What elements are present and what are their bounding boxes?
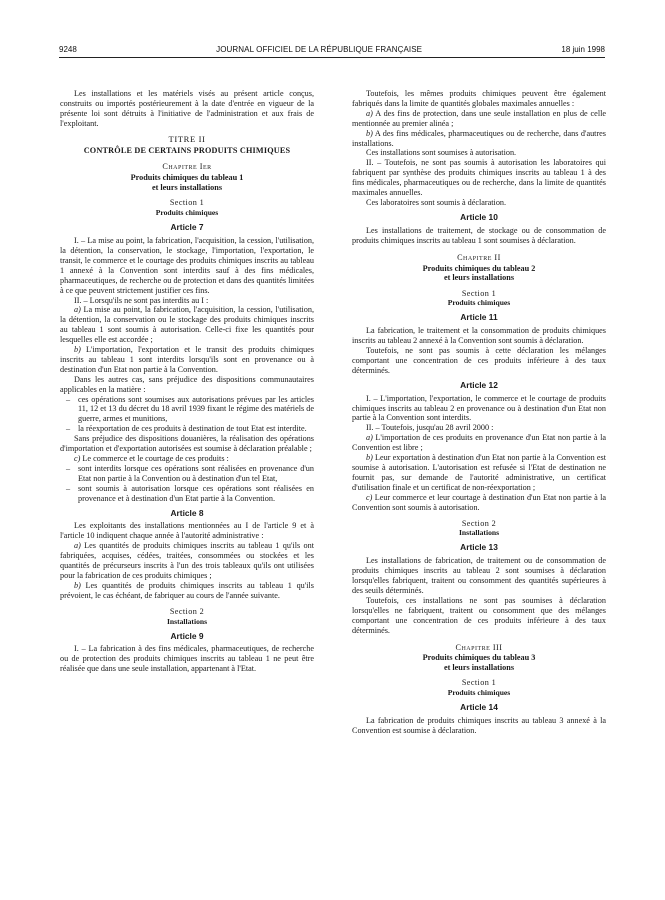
paragraph: Toutefois, les mêmes produits chimiques peuvent être également fabriqués dans la limite de quantités globales maximales annuelles :	[352, 89, 606, 108]
paragraph-text: Les quantités de produits chimiques inscrits au tableau 1 qu'ils prévoient, le cas échéant, de fabriquer au cours de l'année suivante.	[60, 580, 314, 600]
paragraph: I. – L'importation, l'exportation, le commerce et le courtage de produits chimiques inscrits au tableau 2 en provenance ou à destination d'un Etat non partie à la Convention sont interdits.	[352, 393, 606, 423]
paragraph	[60, 541, 314, 581]
paragraph	[352, 109, 606, 129]
paragraph-text: Les quantités de produits chimiques inscrits au tableau 1 qu'ils ont fabriquées, acquises, cédées, traitées, consommées ou stockées et les quantités de précurseurs inscrits à l'un des trois tableaux qu'ils ont utilisées pour la fabrication de ces produits chimiques ;	[60, 541, 314, 580]
paragraph: Ces laboratoires sont soumis à déclaration.	[366, 197, 507, 207]
paragraph: Les installations de fabrication, de traitement ou de consommation de produits chimiques inscrits au tableau 2 sont soumises à déclaration lorsqu'elles fabriquent, traitent ou consomment des quantités supérieures à des seuils déterminés.	[352, 556, 606, 595]
chapter-subheading: Produits chimiques du tableau 3	[422, 653, 536, 663]
section-subheading: Installations	[166, 616, 208, 626]
paragraph: Ces installations sont soumises à autorisation.	[366, 148, 517, 158]
chapter-subheading: Produits chimiques du tableau 2	[422, 263, 536, 273]
paragraph	[60, 305, 314, 345]
item-letter: c)	[74, 454, 81, 463]
item-letter: b)	[366, 128, 373, 138]
paragraph: Toutefois, ces installations ne sont pas soumises à déclaration lorsqu'elles ne fabriquent, traitent ou consomment que des mélanges comportant une concentration de ces produits inférieure à des taux déterminés.	[352, 595, 606, 635]
paragraph: Toutefois, ne sont pas soumis à cette déclaration les mélanges comportant une concentration de ces produits inférieure à des taux déterminés.	[352, 346, 606, 375]
page-number: 9248	[59, 45, 77, 54]
article-heading: Article 13	[460, 542, 498, 553]
chapter-heading: Chapitre Ier	[162, 162, 212, 172]
paragraph: La fabrication de produits chimiques inscrits au tableau 3 annexé à la Convention est soumise à déclaration.	[352, 716, 606, 736]
paragraph-text: Le commerce et le courtage de ces produits :	[80, 454, 229, 463]
right-column	[352, 89, 606, 736]
item-letter: b)	[74, 580, 81, 590]
item-letter: c)	[366, 492, 373, 502]
paragraph: Les installations et les matériels visés au présent article conçus, construits ou importés postérieurement à la date d'entrée en vigueur de la présente loi sont détruits à l'initiative de l'administration et aux frais de l'exploitant.	[60, 89, 314, 128]
article-heading: Article 7	[170, 222, 204, 233]
item-letter: a)	[74, 541, 81, 551]
paragraph	[352, 433, 606, 453]
item-letter: a)	[366, 433, 373, 443]
paragraph: I. – La fabrication à des fins médicales, pharmaceutiques, de recherche ou de protection des produits chimiques inscrits au tableau 1 ne peut être réalisée que dans une seule installation, appartenant à l'Etat.	[60, 644, 314, 674]
list-item: – sont interdits lorsque ces opérations sont réalisées en provenance d'un Etat non partie à la Convention ou à destination d'un tel Etat,	[60, 464, 314, 484]
item-letter: a)	[366, 108, 373, 118]
paragraph: II. – Toutefois, jusqu'au 28 avril 2000 :	[366, 423, 494, 433]
paragraph-text: Leur commerce et leur courtage à destination d'un Etat non partie à la Convention sont soumis à autorisation.	[352, 492, 606, 512]
article-heading: Article 14	[460, 702, 498, 713]
section-heading: Section 1	[461, 288, 497, 298]
chapter-subheading: et leurs installations	[443, 273, 515, 282]
section-heading: Section 2	[461, 518, 497, 528]
paragraph	[352, 493, 606, 513]
list-item: – la réexportation de ces produits à destination de tout Etat est interdite.	[60, 424, 314, 434]
item-letter: b)	[366, 453, 373, 463]
section-heading: Section 1	[169, 198, 205, 208]
chapter-subheading: et leurs installations	[151, 182, 223, 192]
page-header	[59, 45, 605, 54]
section-subheading: Installations	[458, 528, 500, 538]
left-column	[60, 89, 314, 674]
header-rule	[59, 57, 605, 58]
paragraph-text: L'importation, l'exportation et le transit des produits chimiques inscrits au tableau 1 sont interdits lorsqu'ils sont en provenance ou à destination d'un Etat non partie à la Convention.	[60, 345, 314, 374]
section-subheading: Produits chimiques	[447, 688, 511, 698]
paragraph: I. – La mise au point, la fabrication, l'acquisition, la cession, l'utilisation, la détention, la conservation, le stockage, l'importation, l'exportation, le transit, le commerce et le courtage des produits chimiques inscrits au tableau 1 annexé à la Convention sont interdits sauf à des fins médicales, pharmaceutiques, de recherche ou de protection et dans des quantités limitées à ce que peuvent strictement justifier ces fins.	[60, 236, 314, 295]
section-subheading: Produits chimiques	[447, 298, 511, 308]
paragraph	[60, 581, 314, 601]
list-item: – sont soumis à autorisation lorsque ces opérations sont réalisées en provenance et à destination d'un Etat partie à la Convention.	[60, 484, 314, 504]
chapter-subheading: et leurs installations	[443, 662, 515, 672]
paragraph: Les exploitants des installations mentionnées au I de l'article 9 et à l'article 10 indiquent chaque année à l'autorité administrative :	[60, 521, 314, 541]
paragraph	[352, 453, 606, 493]
list-item: – ces opérations sont soumises aux autorisations prévues par les articles 11, 12 et 13 du décret du 18 avril 1939 fixant le régime des matériels de guerre, armes et munitions,	[60, 395, 314, 425]
title-subheading: CONTRÔLE DE CERTAINS PRODUITS CHIMIQUES	[83, 145, 291, 155]
paragraph: II. – Lorsqu'ils ne sont pas interdits au I :	[74, 295, 209, 305]
paragraph-text: La mise au point, la fabrication, l'acquisition, la cession, l'utilisation, la détention, la conservation ou le stockage des produits chimiques inscrits au tableau 1 sont soumis à autorisation. Celle-ci fixe les quantités pour lesquelles elle est accordée ;	[60, 305, 314, 345]
chapter-subheading: Produits chimiques du tableau 1	[130, 173, 244, 183]
paragraph-text: L'importation de ces produits en provenance d'un Etat non partie à la Convention est libre ;	[352, 433, 606, 453]
paragraph: Dans les autres cas, sans préjudice des dispositions communautaires applicables en la matière :	[60, 374, 314, 394]
paragraph	[352, 129, 606, 149]
paragraph	[60, 454, 314, 464]
article-heading: Article 10	[460, 211, 498, 222]
issue-date: 18 juin 1998	[561, 45, 605, 54]
chapter-heading: Chapitre III	[455, 642, 503, 652]
title-heading: TITRE II	[168, 133, 206, 144]
item-letter: b)	[74, 345, 81, 355]
paragraph-text: A des fins de protection, dans une seule installation en plus de celle mentionnée au premier alinéa ;	[352, 108, 606, 128]
paragraph	[60, 345, 314, 375]
paragraph: Sans préjudice des dispositions douanières, la réalisation des opérations d'importation et d'exportation autorisées est soumise à déclaration préalable ;	[60, 434, 314, 454]
journal-title: JOURNAL OFFICIEL DE LA RÉPUBLIQUE FRANÇAISE	[216, 45, 423, 54]
chapter-heading: Chapitre II	[457, 252, 501, 262]
paragraph: Les installations de traitement, de stockage ou de consommation de produits chimiques inscrits au tableau 1 sont soumises à déclaration.	[352, 225, 606, 245]
section-subheading: Produits chimiques	[155, 208, 219, 218]
paragraph-text: A des fins médicales, pharmaceutiques ou de recherche, dans d'autres installations.	[352, 128, 606, 148]
article-heading: Article 12	[460, 379, 498, 390]
article-heading: Article 9	[170, 630, 204, 641]
item-letter: a)	[74, 305, 81, 315]
section-heading: Section 2	[169, 606, 205, 616]
article-heading: Article 11	[460, 312, 498, 323]
paragraph: La fabrication, le traitement et la consommation de produits chimiques inscrits au tableau 2 annexé à la Convention sont soumis à déclaration.	[352, 326, 606, 346]
paragraph: II. – Toutefois, ne sont pas soumis à autorisation les laboratoires qui fabriquent par synthèse des produits chimiques inscrits au tableau 1 à des fins médicales, pharmaceutiques ou de recherche, dans la limite de quantités maximales annuelles.	[352, 158, 606, 198]
article-heading: Article 8	[170, 507, 204, 518]
section-heading: Section 1	[461, 678, 497, 688]
paragraph-text: Leur exportation à destination d'un Etat non partie à la Convention est soumise à autorisation. L'autorisation est refusée si l'Etat de destination ne fournit pas, sur demande de l'autorité administrative, un certificat d'utilisation finale et un certificat de non-réexportation ;	[352, 453, 606, 492]
